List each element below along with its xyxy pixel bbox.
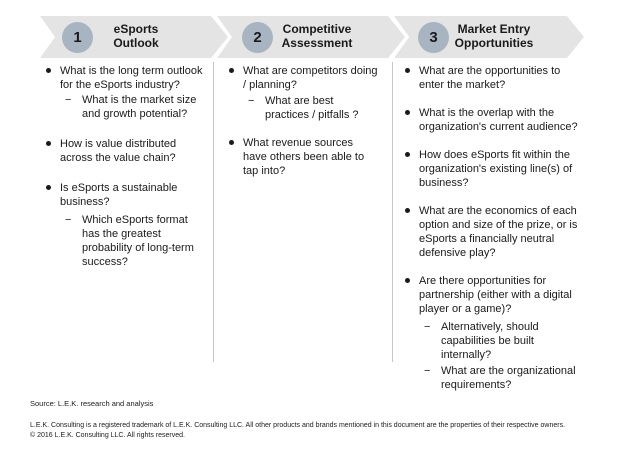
bullet-icon bbox=[405, 110, 410, 115]
copyright-notice: © 2016 L.E.K. Consulting LLC. All rights reserved. bbox=[30, 432, 185, 439]
bullet-icon bbox=[405, 68, 410, 73]
competitive-questions bbox=[229, 64, 379, 178]
bullet-icon bbox=[405, 208, 410, 213]
dash-icon: − bbox=[248, 95, 255, 107]
list-item: What are the economics of each option and size of the prize, or is eSports a financially neutral defensive play? bbox=[405, 204, 585, 260]
phase-1-number: 1 bbox=[62, 22, 93, 53]
sub-item: − What is the market size and growth potential? bbox=[65, 94, 197, 120]
sub-item: − Alternatively, should capabilities be built internally? bbox=[424, 321, 539, 361]
bullet-icon bbox=[405, 278, 410, 283]
trademark-notice: L.E.K. Consulting is a registered trademark of L.E.K. Consulting LLC. All other products and brands mentioned in this document are the properties of their respective owners. bbox=[30, 422, 566, 429]
dash-icon: − bbox=[424, 321, 431, 333]
source-note: Source: L.E.K. research and analysis bbox=[30, 399, 154, 408]
dash-icon: − bbox=[65, 214, 72, 226]
list-item: Are there opportunities for partnership (either with a digital player or a game)? bbox=[405, 274, 585, 316]
dash-icon: − bbox=[65, 94, 72, 106]
bullet-icon bbox=[229, 68, 234, 73]
phase-2-number: 2 bbox=[242, 22, 273, 53]
sub-item: − What are the organizational requirements? bbox=[424, 365, 576, 391]
bullet-icon bbox=[405, 152, 410, 157]
column-divider bbox=[392, 62, 393, 362]
sub-item: − Which eSports format has the greatest probability of long-term success? bbox=[65, 214, 194, 268]
sub-item: − What are best practices / pitfalls ? bbox=[248, 95, 359, 121]
bullet-icon bbox=[46, 141, 51, 146]
phase-3-title: Market Entry Opportunities bbox=[454, 22, 534, 50]
phase-2-title: Competitive Assessment bbox=[281, 22, 353, 50]
list-item: How does eSports fit within the organization's existing line(s) of business? bbox=[405, 148, 585, 190]
list-item: How is value distributed across the value chain? bbox=[46, 137, 206, 165]
market-entry-questions bbox=[405, 64, 585, 392]
list-item: What is the overlap with the organization's current audience? bbox=[405, 106, 585, 134]
legal-footer bbox=[30, 421, 610, 441]
outlook-questions bbox=[46, 64, 206, 269]
dash-icon: − bbox=[424, 365, 431, 377]
bullet-icon bbox=[229, 140, 234, 145]
list-item: What are competitors doing / planning? bbox=[229, 64, 379, 92]
bullet-icon bbox=[46, 185, 51, 190]
phase-3-number: 3 bbox=[418, 22, 449, 53]
bullet-icon bbox=[46, 68, 51, 73]
phase-1-title: eSports Outlook bbox=[113, 22, 159, 50]
list-item: What is the long term outlook for the eSports industry? bbox=[46, 64, 206, 92]
list-item: What revenue sources have others been able to tap into? bbox=[229, 136, 379, 178]
list-item: What are the opportunities to enter the market? bbox=[405, 64, 585, 92]
column-divider bbox=[213, 62, 214, 362]
list-item: Is eSports a sustainable business? bbox=[46, 181, 206, 209]
